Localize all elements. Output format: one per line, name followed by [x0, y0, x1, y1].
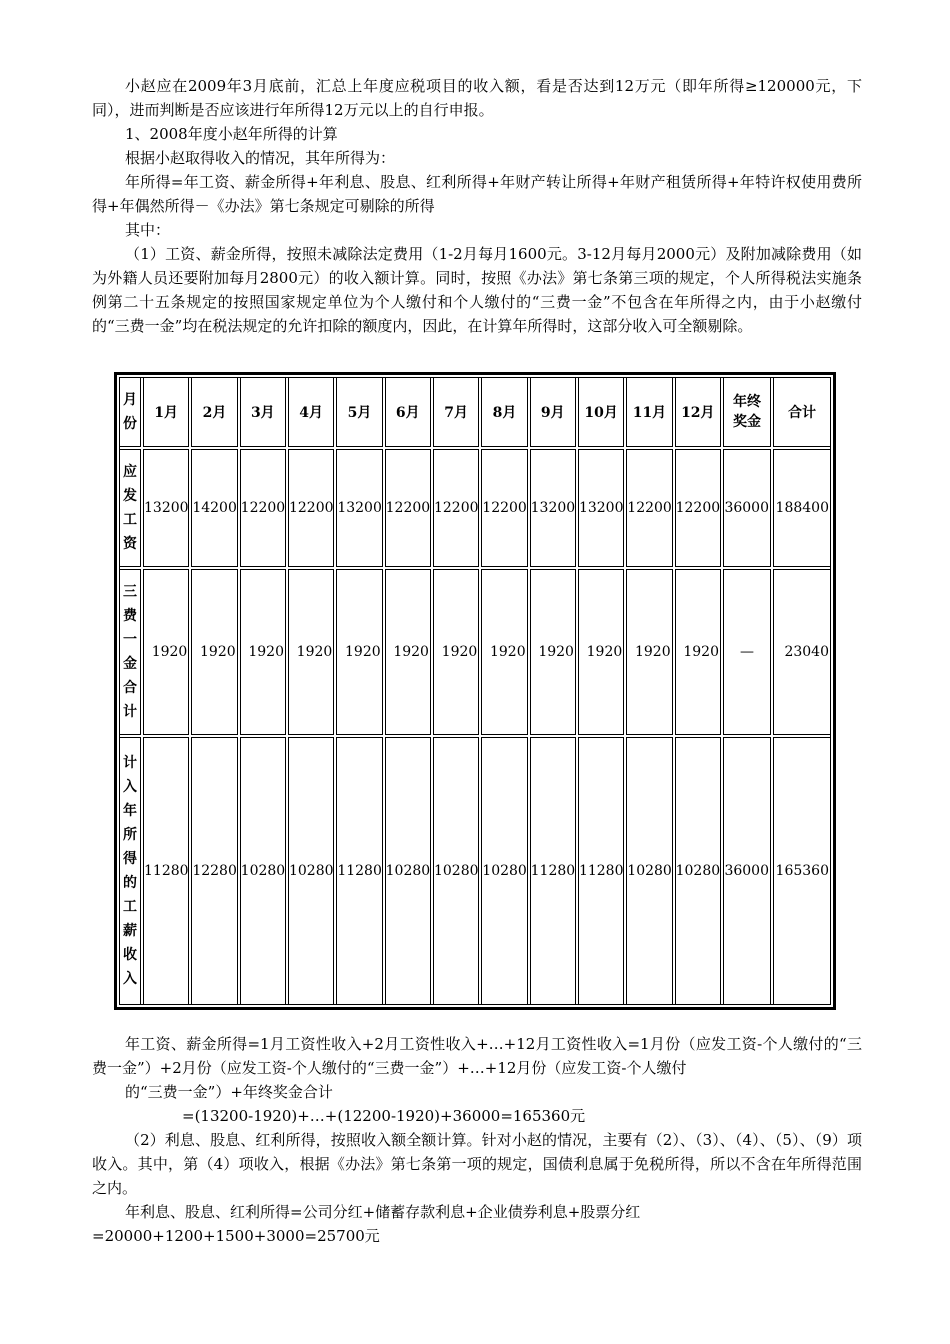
table-cell: 12200 — [385, 449, 431, 567]
table-cell: 12200 — [626, 449, 672, 567]
table-header-row — [119, 377, 831, 447]
row-label-gross-salary: 应 发 工 资 — [119, 449, 141, 567]
table-cell: 10280 — [385, 737, 431, 1005]
table-cell: 1920 — [240, 569, 286, 735]
table-cell: 11280 — [530, 737, 576, 1005]
header-cell: 5月 — [336, 377, 382, 447]
table-cell: 13200 — [336, 449, 382, 567]
table-cell: 36000 — [723, 449, 771, 567]
table-cell: 12200 — [433, 449, 479, 567]
table-cell: 11280 — [578, 737, 624, 1005]
table-cell: 12280 — [191, 737, 237, 1005]
table-cell: 13200 — [578, 449, 624, 567]
header-cell: 11月 — [626, 377, 672, 447]
table-cell: 12200 — [481, 449, 527, 567]
header-cell: 12月 — [675, 377, 721, 447]
table-cell: 10280 — [240, 737, 286, 1005]
salary-table — [114, 372, 836, 1010]
header-cell: 7月 — [433, 377, 479, 447]
table-cell: 1920 — [578, 569, 624, 735]
table-cell: 10280 — [433, 737, 479, 1005]
table-cell: 1920 — [191, 569, 237, 735]
paragraph-deadline: 小赵应在2009年3月底前，汇总上年度应税项目的收入额，看是否达到12万元（即年所得≥120000元，下同），进而判断是否应该进行年所得12万元以上的自行申报。 — [92, 77, 862, 119]
section-heading-2008-income: 1、2008年度小赵年所得的计算 — [125, 125, 338, 143]
table-cell: 1920 — [530, 569, 576, 735]
row-label-taxable-salary: 计 入 年 所 得 的 工 薪 收 入 — [119, 737, 141, 1005]
header-month-label: 月 份 — [119, 377, 141, 447]
paragraph-among: 其中： — [125, 221, 171, 239]
table-cell: 1920 — [336, 569, 382, 735]
table-cell: 10280 — [626, 737, 672, 1005]
table-cell: 12200 — [288, 449, 334, 567]
table-cell: 11280 — [336, 737, 382, 1005]
header-cell: 9月 — [530, 377, 576, 447]
table-cell: 13200 — [143, 449, 189, 567]
calculation-text-block — [92, 1032, 862, 1248]
paragraph-interest-dividend-formula: 年利息、股息、红利所得=公司分红+储蓄存款利息+企业债券利息+股票分红 — [125, 1203, 641, 1221]
paragraph-salary-rule: （1）工资、薪金所得，按照未减除法定费用（1-2月每月1600元。3-12月每月2000元）及附加减除费用（如为外籍人员还要附加每月2800元）的收入额计算。同时，按照《办法》第七条第三项的规定，个人所得税法实施条例第二十五条规定的按照国家规定单位为个人缴付和个人缴付的“三费一金”不包含在年所得之内，由于小赵缴付的“三费一金”均在税法规定的允许扣除的额度内，因此，在计算年所得时，这部分收入可全额剔除。 — [92, 245, 862, 335]
table-cell: 12200 — [675, 449, 721, 567]
paragraph-income-formula: 年所得=年工资、薪金所得+年利息、股息、红利所得+年财产转让所得+年财产租赁所得+年特许权使用费所得+年偶然所得－《办法》第七条规定可剔除的所得 — [92, 173, 862, 215]
table-cell: 12200 — [240, 449, 286, 567]
equation-interest-dividend: =20000+1200+1500+3000=25700元 — [92, 1227, 380, 1245]
header-cell: 8月 — [481, 377, 527, 447]
table-cell-total: 23040 — [773, 569, 831, 735]
paragraph-income-intro: 根据小赵取得收入的情况，其年所得为： — [125, 149, 396, 167]
table-cell: 10280 — [288, 737, 334, 1005]
header-year-end-bonus: 年终 奖金 — [723, 377, 771, 447]
table-row-gross-salary — [119, 449, 831, 567]
table-cell: 1920 — [288, 569, 334, 735]
table-cell: 36000 — [723, 737, 771, 1005]
header-cell: 6月 — [385, 377, 431, 447]
intro-text-block — [92, 74, 862, 338]
table-cell: 13200 — [530, 449, 576, 567]
header-cell: 4月 — [288, 377, 334, 447]
table-cell: 1920 — [143, 569, 189, 735]
table-cell: 10280 — [481, 737, 527, 1005]
table-cell-total: 188400 — [773, 449, 831, 567]
table-cell: 14200 — [191, 449, 237, 567]
table-cell-total: 165360 — [773, 737, 831, 1005]
table-cell: 1920 — [433, 569, 479, 735]
table-cell: 1920 — [481, 569, 527, 735]
equation-annual-salary: =(13200-1920)+…+(12200-1920)+36000=165360元 — [182, 1107, 586, 1125]
paragraph-interest-dividend-rule: （2）利息、股息、红利所得，按照收入额全额计算。针对小赵的情况，主要有（2）、（3）、（4）、（5）、（9）项收入。其中，第（4）项收入，根据《办法》第七条第一项的规定，国债利息属于免税所得，所以不含在年所得范围之内。 — [92, 1131, 862, 1197]
table-row-three-fees-one-fund — [119, 569, 831, 735]
header-total: 合计 — [773, 377, 831, 447]
table-cell: 11280 — [143, 737, 189, 1005]
table-cell-dash: — — [723, 569, 771, 735]
header-cell: 10月 — [578, 377, 624, 447]
header-cell: 1月 — [143, 377, 189, 447]
header-cell: 3月 — [240, 377, 286, 447]
table-cell: 1920 — [675, 569, 721, 735]
table-row-taxable-salary — [119, 737, 831, 1005]
table-cell: 10280 — [675, 737, 721, 1005]
paragraph-annual-salary-formula-cont: 的“三费一金”）+年终奖金合计 — [125, 1083, 333, 1101]
row-label-three-fees-one-fund: 三 费 一 金 合 计 — [119, 569, 141, 735]
paragraph-annual-salary-formula: 年工资、薪金所得=1月工资性收入+2月工资性收入+…+12月工资性收入=1月份（应发工资-个人缴付的“三费一金”）+2月份（应发工资-个人缴付的“三费一金”）+…+12月份（应发工资-个人缴付 — [92, 1035, 862, 1077]
header-cell: 2月 — [191, 377, 237, 447]
table-cell: 1920 — [626, 569, 672, 735]
table-cell: 1920 — [385, 569, 431, 735]
